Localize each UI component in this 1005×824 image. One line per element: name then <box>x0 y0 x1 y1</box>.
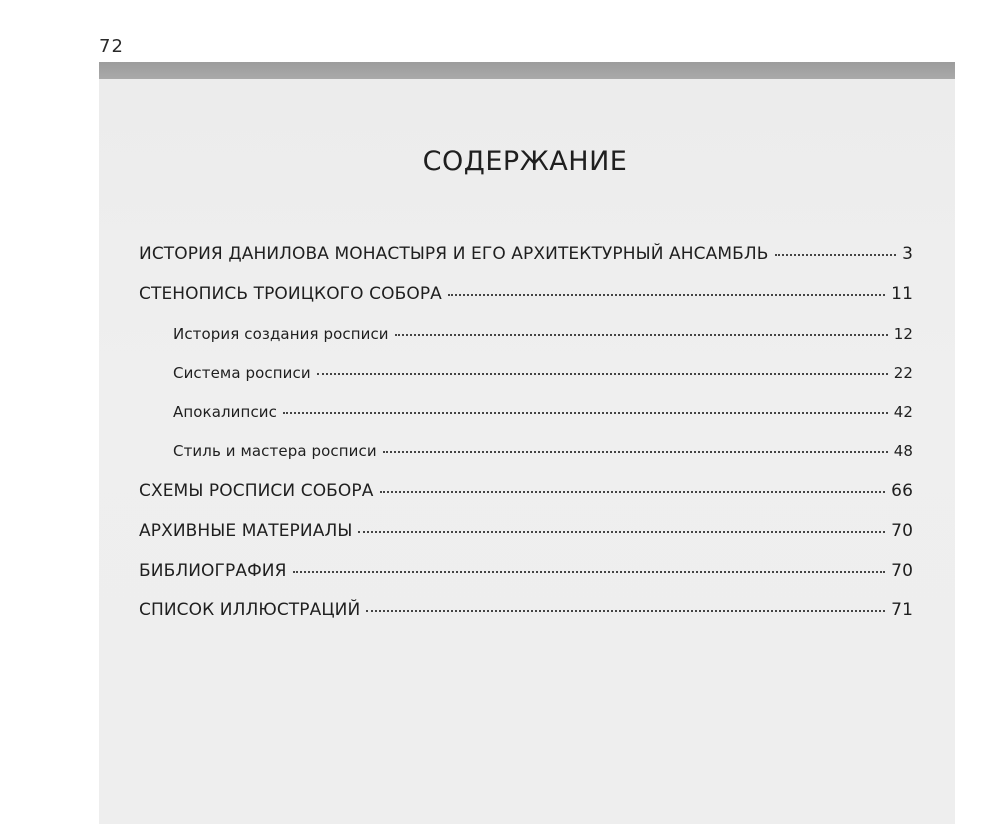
dot-leader <box>366 610 885 612</box>
toc-entry-murals[interactable] <box>139 284 913 304</box>
toc-entry-label: СХЕМЫ РОСПИСИ СОБОРА <box>139 481 374 501</box>
toc-entry-bibliography[interactable] <box>139 561 913 581</box>
dot-leader <box>448 294 885 296</box>
toc-entry-label: История создания росписи <box>173 325 389 343</box>
toc-entry-label: Апокалипсис <box>173 403 277 421</box>
dot-leader <box>358 531 885 533</box>
toc-subentry-apocalypse[interactable] <box>173 403 913 421</box>
toc-entry-schemes[interactable] <box>139 481 913 501</box>
toc-entry-page: 70 <box>891 561 913 581</box>
toc-subentry-creation-history[interactable] <box>173 325 913 343</box>
toc-entry-page: 22 <box>893 364 913 382</box>
dot-leader <box>395 334 888 336</box>
toc-entry-label: АРХИВНЫЕ МАТЕРИАЛЫ <box>139 521 353 541</box>
toc-entry-label: ИСТОРИЯ ДАНИЛОВА МОНАСТЫРЯ И ЕГО АРХИТЕКТУРНЫЙ АНСАМБЛЬ <box>139 244 769 264</box>
toc-entry-archive[interactable] <box>139 521 913 541</box>
toc-entry-page: 12 <box>893 325 913 343</box>
toc-entry-page: 3 <box>902 244 913 264</box>
dot-leader <box>293 571 886 573</box>
toc-entry-label: СПИСОК ИЛЛЮСТРАЦИЙ <box>139 600 361 620</box>
toc-entry-page: 11 <box>891 284 913 304</box>
toc-entry-illustrations[interactable] <box>139 600 913 620</box>
toc-entry-page: 48 <box>893 442 913 460</box>
toc-entry-page: 42 <box>893 403 913 421</box>
toc-subentry-painting-system[interactable] <box>173 364 913 382</box>
dot-leader <box>380 491 886 493</box>
page-number: 72 <box>99 36 124 57</box>
toc-entry-label: БИБЛИОГРАФИЯ <box>139 561 287 581</box>
dot-leader <box>383 451 888 453</box>
toc-entry-page: 66 <box>891 481 913 501</box>
dot-leader <box>775 254 897 256</box>
toc-entry-page: 70 <box>891 521 913 541</box>
toc-entry-label: Система росписи <box>173 364 311 382</box>
toc-entry-label: Стиль и мастера росписи <box>173 442 377 460</box>
toc-entry-history[interactable] <box>139 244 913 264</box>
dot-leader <box>317 373 888 375</box>
dot-leader <box>283 412 888 414</box>
toc-title: СОДЕРЖАНИЕ <box>422 146 628 177</box>
toc-entry-label: СТЕНОПИСЬ ТРОИЦКОГО СОБОРА <box>139 284 442 304</box>
toc-subentry-style-and-masters[interactable] <box>173 442 913 460</box>
toc-entry-page: 71 <box>891 600 913 620</box>
